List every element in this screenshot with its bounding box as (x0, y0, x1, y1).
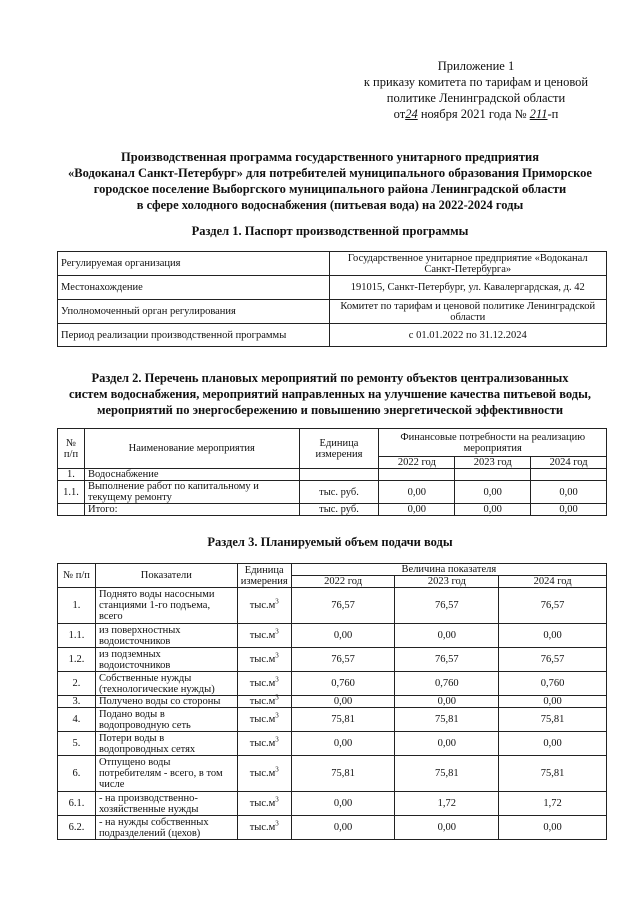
passport-label: Уполномоченный орган регулирования (58, 300, 330, 324)
header-2023: 2023 год (395, 576, 499, 588)
annex-suffix: -п (547, 107, 559, 121)
row-2022: 0,760 (291, 672, 395, 696)
passport-table (57, 251, 607, 347)
unit-sup: 3 (275, 651, 279, 660)
supply-row (58, 588, 607, 624)
supply-row (58, 696, 607, 708)
title-line4: в сфере холодного водоснабжения (питьевая вода) на 2022-2024 годы (136, 198, 524, 212)
row-2024: 0,00 (531, 504, 607, 516)
row-2024: 0,00 (499, 624, 607, 648)
row-2023: 0,00 (455, 504, 531, 516)
row-name: Потери воды в водопроводных сетях (95, 732, 237, 756)
row-2022: 0,00 (291, 816, 395, 840)
annex-line3: политике Ленинградской области (386, 91, 566, 105)
row-2024: 76,57 (499, 588, 607, 624)
row-unit (299, 469, 379, 481)
title-line1: Производственная программа государственного унитарного предприятия (121, 150, 539, 164)
row-2022: 76,57 (291, 648, 395, 672)
row-2022: 76,57 (291, 588, 395, 624)
unit-sup: 3 (275, 597, 279, 606)
unit-sup: 3 (275, 711, 279, 720)
row-name: Выполнение работ по капитальному и текущему ремонту (84, 481, 299, 504)
row-2022: 0,00 (379, 504, 455, 516)
measures-row (58, 481, 607, 504)
row-name: - на нужды собственных подразделений (цехов) (95, 816, 237, 840)
passport-value: Комитет по тарифам и ценовой политике Ленинградской области (329, 300, 607, 324)
passport-row (58, 324, 607, 347)
section2-title-line3: мероприятий по энергосбережению и повышению энергетической эффективности (96, 403, 564, 417)
row-2022: 0,00 (291, 732, 395, 756)
row-unit (237, 672, 291, 696)
row-2023: 0,00 (395, 696, 499, 708)
row-2022 (379, 469, 455, 481)
header-unit: Единица измерения (299, 429, 379, 469)
water-supply-table (57, 563, 607, 840)
section3-title: Раздел 3. Планируемый объем подачи воды (207, 535, 453, 549)
row-name: Отпущено воды потребителям - всего, в том числе (95, 756, 237, 792)
section2-title-line2: систем водоснабжения, мероприятий направленных на улучшение качества питьевой воды, (68, 387, 592, 401)
row-num: 6.1. (58, 792, 96, 816)
unit-sup: 3 (275, 627, 279, 636)
row-2023: 0,00 (395, 816, 499, 840)
passport-label: Регулируемая организация (58, 252, 330, 276)
supply-row (58, 756, 607, 792)
row-num: 5. (58, 732, 96, 756)
title-line2: «Водоканал Санкт-Петербург» для потребителей муниципального образования Приморское (68, 166, 592, 180)
row-2022: 0,00 (291, 696, 395, 708)
annex-header (330, 58, 622, 122)
row-name: из подземных водоисточников (95, 648, 237, 672)
unit-base: тыс.м (249, 822, 276, 833)
passport-row (58, 300, 607, 324)
row-num: 2. (58, 672, 96, 696)
header-name: Показатели (95, 564, 237, 588)
header-finance: Финансовые потребности на реализацию мероприятия (379, 429, 607, 457)
passport-row (58, 276, 607, 300)
row-name: Поднято воды насосными станциями 1-го подъема, всего (95, 588, 237, 624)
row-2023: 0,00 (455, 481, 531, 504)
header-2022: 2022 год (291, 576, 395, 588)
row-2024 (531, 469, 607, 481)
header-2024: 2024 год (531, 457, 607, 469)
document-title (50, 149, 610, 213)
row-num: 4. (58, 708, 96, 732)
unit-base: тыс.м (249, 798, 276, 809)
row-2024: 0,00 (531, 481, 607, 504)
row-2023 (455, 469, 531, 481)
row-num: 1.2. (58, 648, 96, 672)
row-2023: 75,81 (395, 708, 499, 732)
row-2024: 75,81 (499, 756, 607, 792)
row-2024: 75,81 (499, 708, 607, 732)
row-num: 1.1. (58, 481, 85, 504)
row-name: из поверхностных водоисточников (95, 624, 237, 648)
annex-date-rest: ноября 2021 года № (420, 107, 527, 121)
header-num: № п/п (58, 429, 85, 469)
row-2022: 0,00 (291, 792, 395, 816)
row-num (58, 504, 85, 516)
unit-base: тыс.м (249, 678, 276, 689)
supply-row (58, 672, 607, 696)
unit-sup: 3 (275, 819, 279, 828)
unit-base: тыс.м (249, 714, 276, 725)
unit-base: тыс.м (249, 600, 276, 611)
unit-base: тыс.м (249, 696, 276, 707)
row-2022: 0,00 (291, 624, 395, 648)
row-num: 3. (58, 696, 96, 708)
row-num: 1. (58, 588, 96, 624)
row-2024: 0,00 (499, 732, 607, 756)
row-num: 6. (58, 756, 96, 792)
row-2024: 0,00 (499, 816, 607, 840)
header-unit: Единица измерения (237, 564, 291, 588)
unit-sup: 3 (275, 675, 279, 684)
passport-label: Местонахождение (58, 276, 330, 300)
row-unit (237, 693, 291, 708)
passport-value: Государственное унитарное предприятие «Водоканал Санкт-Петербурга» (329, 252, 607, 276)
supply-row (58, 816, 607, 840)
row-unit (237, 648, 291, 672)
row-unit (237, 792, 291, 816)
passport-row (58, 252, 607, 276)
row-2023: 0,760 (395, 672, 499, 696)
header-2022: 2022 год (379, 457, 455, 469)
unit-sup: 3 (275, 693, 279, 702)
passport-value: 191015, Санкт-Петербург, ул. Кавалергардская, д. 42 (329, 276, 607, 300)
header-2024: 2024 год (499, 576, 607, 588)
row-unit: тыс. руб. (299, 481, 379, 504)
row-unit (237, 708, 291, 732)
row-num: 6.2. (58, 816, 96, 840)
header-2023: 2023 год (455, 457, 531, 469)
supply-row (58, 792, 607, 816)
row-2023: 0,00 (395, 624, 499, 648)
row-2024: 1,72 (499, 792, 607, 816)
row-2024: 76,57 (499, 648, 607, 672)
annex-line2: к приказу комитета по тарифам и ценовой (363, 75, 589, 89)
unit-base: тыс.м (249, 768, 276, 779)
unit-base: тыс.м (249, 654, 276, 665)
row-2024: 0,00 (499, 696, 607, 708)
annex-number: 211 (529, 107, 548, 121)
row-num: 1.1. (58, 624, 96, 648)
unit-sup: 3 (275, 765, 279, 774)
row-2022: 75,81 (291, 756, 395, 792)
row-2023: 76,57 (395, 648, 499, 672)
annex-date-prefix: от (393, 107, 406, 121)
title-line3: городское поселение Выборгского муниципального района Ленинградской области (93, 182, 567, 196)
row-name: Получено воды со стороны (95, 696, 237, 708)
passport-label: Период реализации производственной программы (58, 324, 330, 347)
annex-line1: Приложение 1 (437, 59, 515, 73)
section2-title (30, 370, 630, 418)
measures-row (58, 504, 607, 516)
unit-sup: 3 (275, 735, 279, 744)
unit-base: тыс.м (249, 630, 276, 641)
supply-row (58, 624, 607, 648)
row-name: Итого: (84, 504, 299, 516)
annex-date-day: 24 (405, 107, 418, 121)
section2-title-line1: Раздел 2. Перечень плановых мероприятий по ремонту объектов централизованных (91, 371, 569, 385)
row-2023: 1,72 (395, 792, 499, 816)
measures-row (58, 469, 607, 481)
header-value: Величина показателя (291, 564, 606, 576)
row-unit (237, 624, 291, 648)
row-unit (237, 756, 291, 792)
row-num: 1. (58, 469, 85, 481)
row-unit (237, 732, 291, 756)
row-unit (237, 588, 291, 624)
header-name: Наименование мероприятия (84, 429, 299, 469)
unit-base: тыс.м (249, 738, 276, 749)
unit-sup: 3 (275, 795, 279, 804)
row-2022: 75,81 (291, 708, 395, 732)
row-unit (237, 816, 291, 840)
row-2023: 75,81 (395, 756, 499, 792)
header-num: № п/п (58, 564, 96, 588)
annex-date (330, 106, 622, 122)
row-2022: 0,00 (379, 481, 455, 504)
row-name: - на производственно-хозяйственные нужды (95, 792, 237, 816)
row-unit: тыс. руб. (299, 504, 379, 516)
row-2023: 76,57 (395, 588, 499, 624)
section1-title: Раздел 1. Паспорт производственной программы (191, 224, 469, 238)
row-2024: 0,760 (499, 672, 607, 696)
row-name: Собственные нужды (технологические нужды) (95, 672, 237, 696)
row-name: Подано воды в водопроводную сеть (95, 708, 237, 732)
measures-table (57, 428, 607, 516)
row-2023: 0,00 (395, 732, 499, 756)
supply-row (58, 732, 607, 756)
supply-row (58, 648, 607, 672)
passport-value: с 01.01.2022 по 31.12.2024 (329, 324, 607, 347)
supply-row (58, 708, 607, 732)
row-name: Водоснабжение (84, 469, 299, 481)
